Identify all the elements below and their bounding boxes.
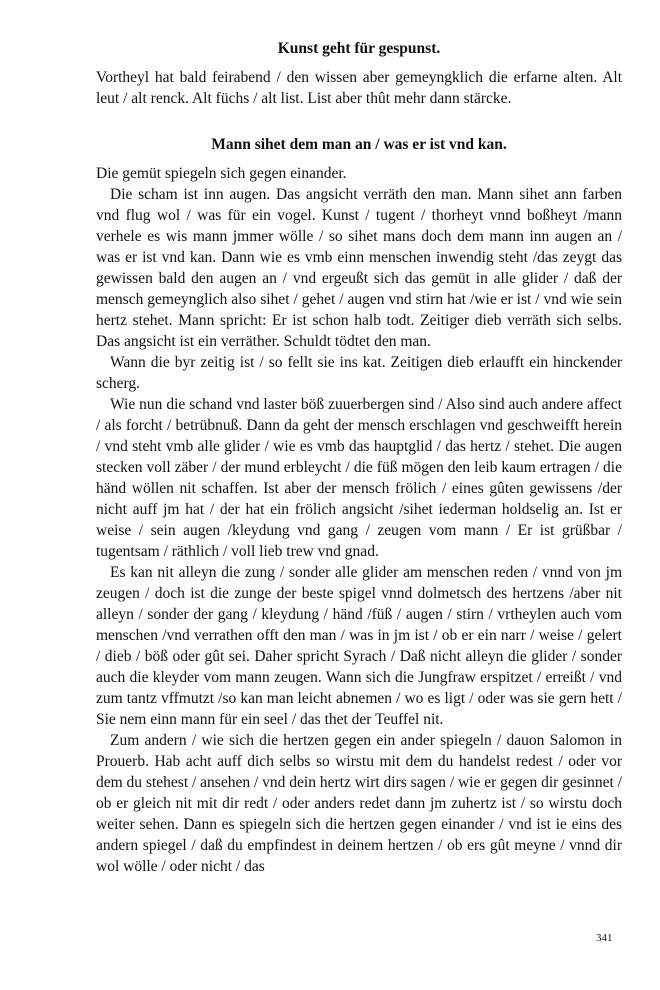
- section-heading: Mann sihet dem man an / was er ist vnd kan.: [211, 136, 507, 153]
- page-content: [96, 38, 622, 877]
- paragraph: Wie nun die schand vnd laster böß zuuerbergen sind / Also sind auch andere affect / als forcht / betrübnuß. Dann da geht der mensch erschlagen vnd geschweifft herein / vnd steht vmb alle glider / wie es vmb das hauptglid / das hertz / stehet. Die augen stecken voll zäber / der mund erbleycht / die füß mögen den leib kaum ertragen / die händ wöllen nit schaffen. Ist aber der mensch frölich / eines gûten gewissens /der nicht auff jm hat / der hat ein frölich angsicht /sihet iederman holdselig an. Ist er weise / sein augen /kleydung vnd gang / zeugen vom mann / Er ist grüßbar / tugentsam / räthlich / voll lieb trew vnd gnad.: [96, 396, 622, 560]
- section-heading: Kunst geht für gespunst.: [277, 40, 441, 57]
- paragraph: Vortheyl hat bald feirabend / den wissen aber gemeyngklich die erfarne alten. Alt leut / alt renck. Alt füchs / alt list. List aber thût mehr dann stärcke.: [96, 69, 622, 107]
- paragraph: Zum andern / wie sich die hertzen gegen ein ander spiegeln / dauon Salomon in Prouerb. Hab acht auff dich selbs so wirstu mit dem du handelst redest / oder vor dem du stehest / ansehen / vnd dein hertz wirt dirs sagen / wie er gegen dir gesinnet / ob er gleich nit mit dir redt / oder anders redet dann jm zuhertz ist / so wirstu doch weiter sehen. Dann es spiegeln sich die hertzen gegen einander / vnd ist ie eins des andern spiegel / daß du empfindest in deinem hertzen / ob ers gût meyne / vnnd dir wol wölle / oder nicht / das: [96, 732, 622, 875]
- paragraph: Die gemüt spiegeln sich gegen einander.: [96, 165, 347, 182]
- paragraph: Wann die byr zeitig ist / so fellt sie ins kat. Zeitigen dieb erlaufft ein hinckender scherg.: [96, 354, 622, 392]
- paragraph: Es kan nit alleyn die zung / sonder alle glider am menschen reden / vnnd von jm zeugen / doch ist die zunge der beste spigel vnnd dolmetsch des hertzens /aber nit alleyn / sonder der gang / kleydung / händ /füß / augen / stirn / vrtheylen auch vom menschen /vnd verrathen offt den man / was in jm ist / ob er ein narr / weise / gelert / dieb / böß oder gût sei. Daher spricht Syrach / Daß nicht alleyn die glider / sonder auch die kleyder vom mann zeugen. Wann sich die Jungfraw erspitzet / erreißt / vnd zum tantz vffmutzt /so kan man leicht abnemen / wo es ligt / oder was sie gern hett / Sie nem einn mann für ein seel / das thet der Teuffel nit.: [96, 564, 622, 728]
- page-number: 341: [596, 932, 613, 944]
- paragraph: Die scham ist inn augen. Das angsicht verräth den man. Mann sihet ann farben vnd flug wol / was für ein vogel. Kunst / tugent / thorheyt vnnd boßheyt /mann verhele es wis mann jmmer wölle / so sihet mans doch dem mann inn augen an / was er ist vnd kan. Dann wie es vmb einn menschen inwendig steht /das zeygt das gewissen bald den augen an / vnd ergeußt sich das gemüt in alle glider / daß der mensch gemeynglich also sihet / gehet / augen vnd stirn hat /wie er ist / vnd wie sein hertz stehet. Mann spricht: Er ist schon halb todt. Zeitiger dieb verräth sich selbs. Das angsicht ist ein verräther. Schuldt tödtet den man.: [96, 186, 622, 350]
